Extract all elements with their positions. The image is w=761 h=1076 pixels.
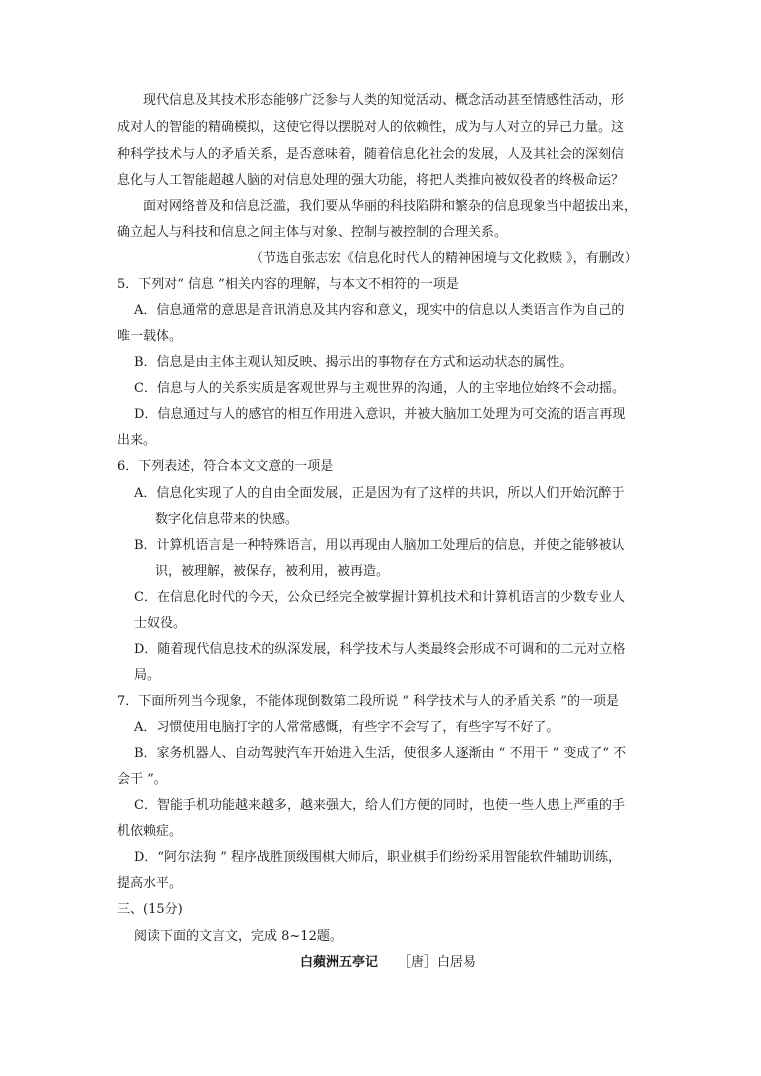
q5-option-d-line-1: D．信息通过与人的感官的相互作用进入意识，并被大脑加工处理为可交流的语言再现	[134, 407, 626, 422]
q6-option-c-line-1: C．在信息化时代的今天，公众已经完全被掌握计算机技术和计算机语言的少数专业人	[134, 590, 625, 605]
q6-option-d-line-1: D．随着现代信息技术的纵深发展，科学技术与人类最终会形成不可调和的二元对立格	[134, 642, 626, 657]
section-3-heading: 三、(15分)	[117, 902, 183, 917]
passage-p2-line-2: 确立起人与科技和信息之间主体与对象、控制与被控制的合理关系。	[117, 225, 508, 240]
q6-option-a-line-2: 数字化信息带来的快感。	[155, 512, 299, 527]
q6-option-c-line-2: 士奴役。	[134, 616, 187, 631]
classical-text-title: 白蘋洲五亭记	[300, 955, 379, 970]
q7-option-d-line-1: D．“阿尔法狗 ” 程序战胜顶级围棋大师后，职业棋手们纷纷采用智能软件辅助训练，	[134, 850, 621, 865]
classical-text-author: ［唐］白居易	[398, 955, 477, 970]
q5-option-b: B．信息是由主体主观认知反映、揭示出的事物存在方式和运动状态的属性。	[134, 355, 573, 370]
q7-option-c-line-2: 机依赖症。	[117, 824, 183, 839]
q7-stem: 7．下面所列当今现象，不能体现倒数第二段所说 “ 科学技术与人的矛盾关系 ”的一项是	[117, 694, 619, 709]
q7-option-c-line-1: C．智能手机功能越来越多，越来强大，给人们方便的同时，也使一些人患上严重的手	[134, 798, 625, 813]
section-3-instruction: 阅读下面的文言文，完成 8~12题。	[134, 929, 343, 944]
q7-option-a: A．习惯使用电脑打字的人常常感慨，有些字不会写了，有些字写不好了。	[134, 720, 560, 735]
passage-p1-line-4: 息化与人工智能超越人脑的对信息处理的强大功能，将把人类推向被奴役者的终极命运？	[117, 173, 625, 188]
q7-option-d-line-2: 提高水平。	[117, 876, 183, 891]
q5-option-d-line-2: 出来。	[117, 433, 157, 448]
q6-option-a-line-1: A．信息化实现了人的自由全面发展，正是因为有了这样的共识，所以人们开始沉醉于	[134, 486, 625, 501]
q5-stem: 5．下列对“ 信息 ”相关内容的理解，与本文不相符的一项是	[117, 277, 459, 292]
q7-option-b-line-2: 会干 ”。	[117, 772, 167, 787]
passage-p1-line-3: 种科学技术与人的矛盾关系，是否意味着，随着信息化社会的发展，人及其社会的深刻信	[117, 147, 625, 162]
q6-stem: 6．下列表述，符合本文文意的一项是	[117, 459, 334, 474]
q5-option-a-line-2: 唯一载体。	[117, 329, 183, 344]
q6-option-b-line-2: 识，被理解，被保存，被利用，被再造。	[155, 564, 390, 579]
q5-option-c: C．信息与人的关系实质是客观世界与主观世界的沟通，人的主宰地位始终不会动摇。	[134, 381, 625, 396]
q7-option-b-line-1: B．家务机器人、自动驾驶汽车开始进入生活，使很多人逐渐由 “ 不用干 ” 变成了“ 不	[134, 746, 627, 761]
passage-p1-line-1: 现代信息及其技术形态能够广泛参与人类的知觉活动、概念活动甚至情感性活动，形	[143, 93, 625, 108]
q6-option-b-line-1: B．计算机语言是一种特殊语言，用以再现由人脑加工处理后的信息，并使之能够被认	[134, 538, 625, 553]
passage-source: （节选自张志宏《信息化时代人的精神困境与文化救赎 》，有删改）	[250, 251, 638, 266]
q5-option-a-line-1: A．信息通常的意思是音讯消息及其内容和意义，现实中的信息以人类语言作为自己的	[134, 303, 625, 318]
passage-p2-line-1: 面对网络普及和信息泛滥，我们要从华丽的科技陷阱和繁杂的信息现象当中超拔出来，	[143, 199, 638, 214]
passage-p1-line-2: 成对人的智能的精确模拟，这使它得以摆脱对人的依赖性，成为与人对立的异己力量。这	[117, 120, 625, 135]
q6-option-d-line-2: 局。	[134, 668, 161, 683]
